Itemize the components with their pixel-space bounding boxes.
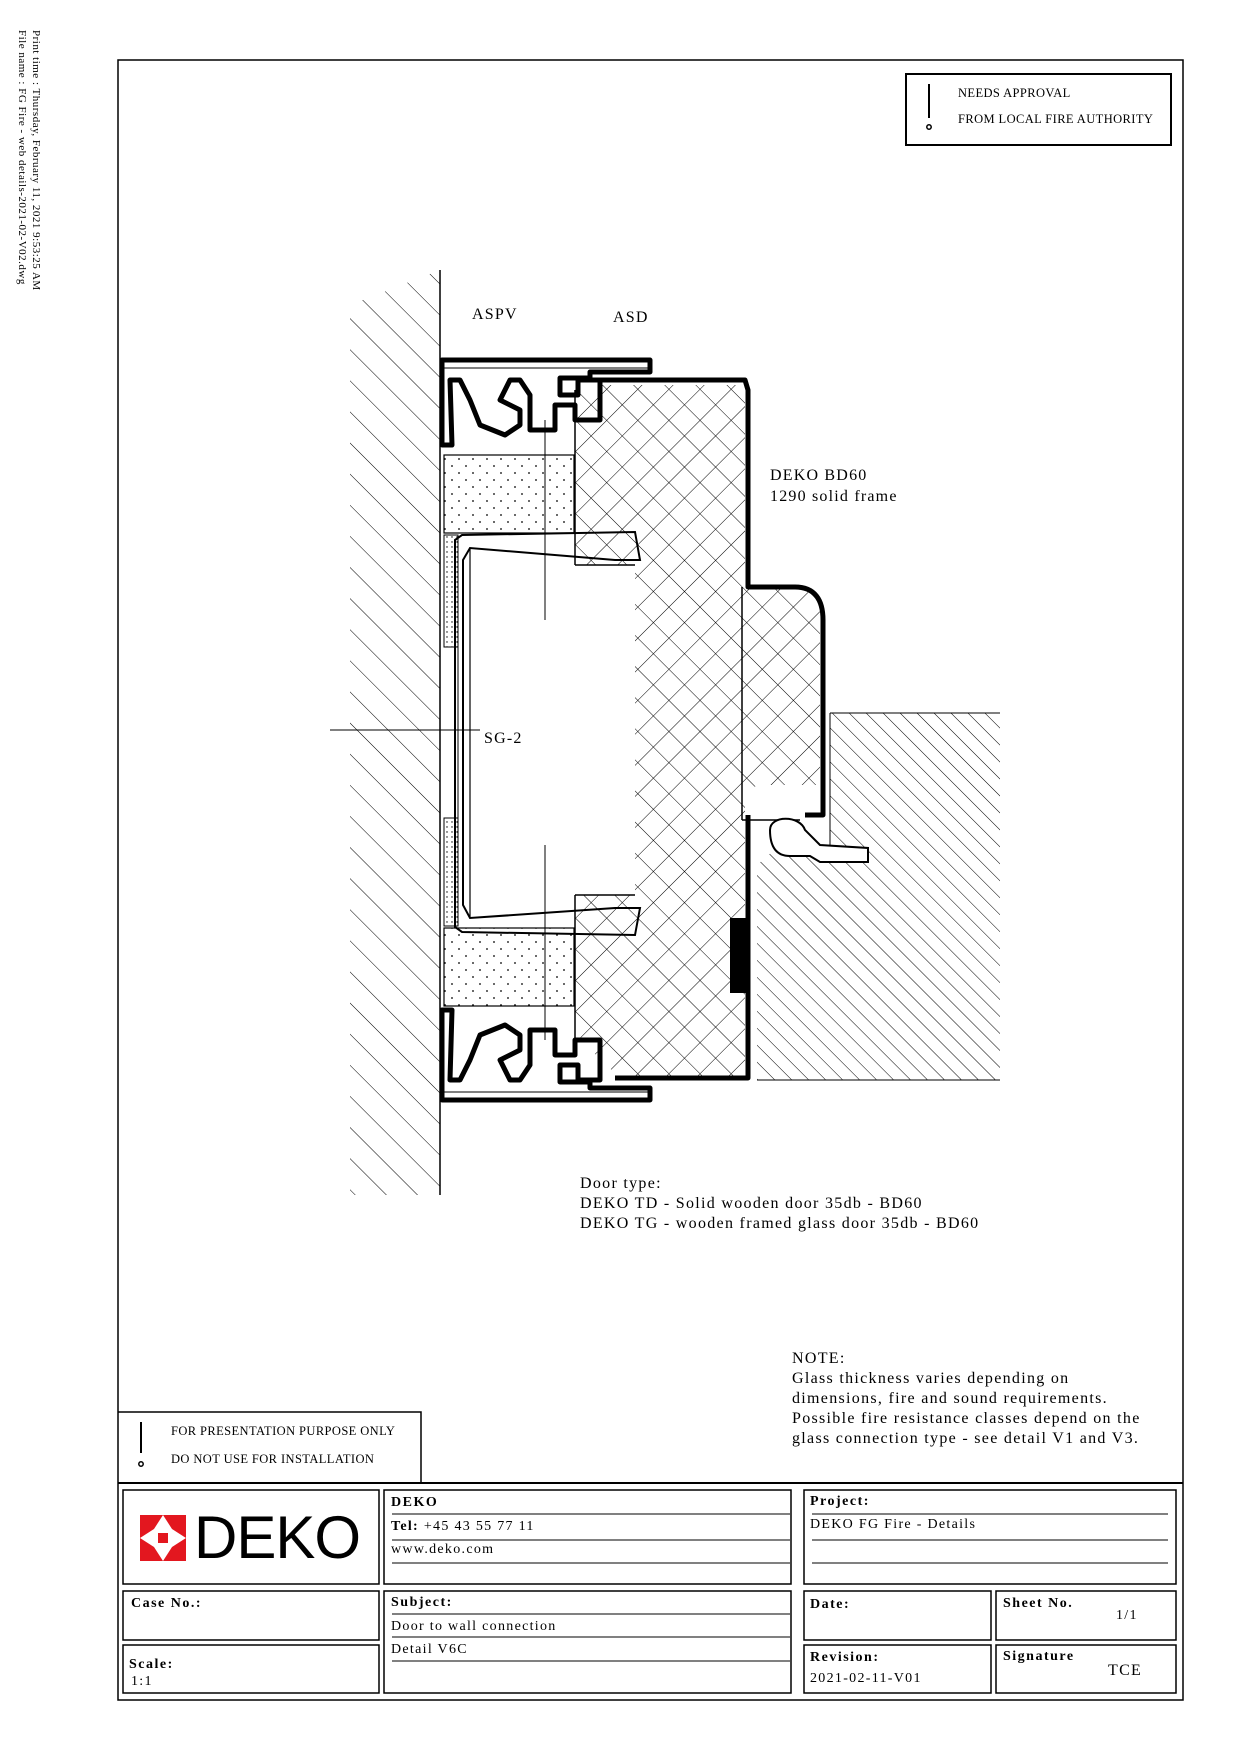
file-name: File name : FG Fire - web details-2021-02-V02.dwg xyxy=(16,30,28,285)
section-drawing xyxy=(330,270,1000,1195)
signature-value: TCE xyxy=(1108,1662,1143,1679)
glass-sg2 xyxy=(455,532,640,935)
revision-value: 2021-02-11-V01 xyxy=(810,1671,922,1686)
revision-label: Revision: xyxy=(810,1650,880,1665)
label-sg2: SG-2 xyxy=(484,730,523,747)
label-asd: ASD xyxy=(613,309,649,326)
door-type-line-1: DEKO TD - Solid wooden door 35db - BD60 xyxy=(580,1195,923,1212)
scale-label: Scale: xyxy=(129,1657,174,1672)
setting-block-top xyxy=(444,455,574,533)
subject-line-1: Door to wall connection xyxy=(391,1619,557,1634)
approval-line-2: FROM LOCAL FIRE AUTHORITY xyxy=(958,112,1154,126)
note-line: Possible fire resistance classes depend on the xyxy=(792,1410,1141,1427)
subject-label: Subject: xyxy=(391,1595,453,1610)
note-line: Glass thickness varies depending on xyxy=(792,1370,1070,1387)
note-line: glass connection type - see detail V1 and V3. xyxy=(792,1430,1140,1447)
sheet-value: 1/1 xyxy=(1116,1608,1138,1623)
deko-logo-text: DEKO xyxy=(194,1504,361,1571)
approval-box xyxy=(906,74,1171,145)
date-label: Date: xyxy=(810,1597,851,1612)
presentation-line-1: FOR PRESENTATION PURPOSE ONLY xyxy=(171,1424,396,1438)
company-web[interactable]: www.deko.com xyxy=(391,1542,495,1557)
company-name: DEKO xyxy=(391,1495,439,1510)
label-aspv: ASPV xyxy=(472,306,518,323)
project-value: DEKO FG Fire - Details xyxy=(810,1517,977,1532)
door-type-line-2: DEKO TG - wooden framed glass door 35db - BD60 xyxy=(580,1215,980,1232)
print-time: Print time : Thursday, February 11, 2021 9:53:25 AM xyxy=(30,30,42,291)
approval-line-1: NEEDS APPROVAL xyxy=(958,86,1071,100)
label-frame-type: DEKO BD60 xyxy=(770,467,868,484)
presentation-line-2: DO NOT USE FOR INSTALLATION xyxy=(171,1452,375,1466)
setting-block-bottom xyxy=(444,928,574,1006)
print-stamp xyxy=(16,30,52,350)
subject-line-2: Detail V6C xyxy=(391,1642,468,1657)
tel-value: +45 43 55 77 11 xyxy=(423,1519,535,1534)
deko-logo-mark xyxy=(140,1515,186,1561)
project-label: Project: xyxy=(810,1494,870,1509)
door-type-heading: Door type: xyxy=(580,1175,662,1192)
tel-label: Tel: xyxy=(391,1519,420,1534)
company-tel xyxy=(391,1519,535,1535)
note-line: dimensions, fire and sound requirements. xyxy=(792,1390,1108,1407)
presentation-box xyxy=(118,1412,421,1483)
sheet-label: Sheet No. xyxy=(1003,1596,1074,1611)
label-frame-desc: 1290 solid frame xyxy=(770,488,898,505)
note-heading: NOTE: xyxy=(792,1350,846,1367)
scale-value: 1:1 xyxy=(131,1674,153,1689)
wall-left xyxy=(350,270,440,1195)
case-label: Case No.: xyxy=(131,1596,203,1611)
signature-label: Signature xyxy=(1003,1649,1075,1664)
